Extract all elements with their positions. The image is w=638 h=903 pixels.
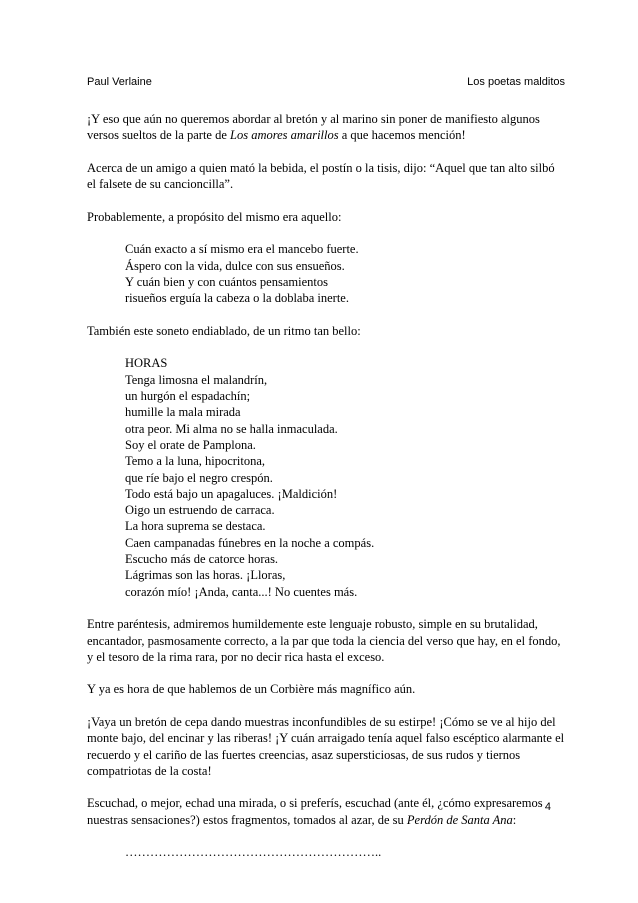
poem-line: corazón mío! ¡Anda, canta...! No cuentes más. bbox=[125, 584, 358, 599]
paragraph-3: Probablemente, a propósito del mismo era aquello: bbox=[87, 209, 342, 224]
poem-line: La hora suprema se destaca. bbox=[125, 519, 266, 534]
poem-line: humille la mala mirada bbox=[125, 405, 241, 420]
poem-line: Escucho más de catorce horas. bbox=[125, 552, 279, 567]
paragraph-8-italic-title: Perdón de Santa Ana bbox=[406, 812, 513, 827]
poem-line: Todo está bajo un apagaluces. ¡Maldición! bbox=[125, 486, 338, 501]
paragraph-1-text-a: ¡Y eso que aún no queremos abordar al bretón y al marino sin poner de manifiesto algunos versos sueltos de la parte de bbox=[87, 112, 540, 143]
paragraph-6: Y ya es hora de que hablemos de un Corbière más magnífico aún. bbox=[87, 682, 416, 697]
poem-line: Áspero con la vida, dulce con sus ensueños. bbox=[125, 258, 345, 273]
paragraph-1-text-b: a que hacemos mención! bbox=[338, 128, 466, 143]
page-number: 4 bbox=[544, 801, 551, 813]
ellipsis-line bbox=[125, 844, 565, 860]
poem-line: un hurgón el espadachín; bbox=[125, 389, 251, 404]
ellipsis-text: …………………………………………………….. bbox=[125, 845, 382, 860]
poem-line: Soy el orate de Pamplona. bbox=[125, 437, 256, 452]
header-author: Paul Verlaine bbox=[87, 76, 152, 88]
paragraph-2: Acerca de un amigo a quien mató la bebida, el postín o la tisis, dijo: “Aquel que tan alto silbó el falsete de su cancioncilla”. bbox=[87, 160, 555, 192]
paragraph-7: ¡Vaya un bretón de cepa dando muestras inconfundibles de su estirpe! ¡Cómo se ve al hijo del monte bajo, del encinar y las riberas! ¡Y cuán arraigado tenía aquel falso escéptico alarmante el recuerdo y el cariño de las fuertes creencias, asaz supersticiosas, de sus rudos y tiernos compatriotas de la costa! bbox=[87, 714, 565, 778]
poem-line: Cuán exacto a sí mismo era el mancebo fuerte. bbox=[125, 242, 359, 257]
paragraph-5: Entre paréntesis, admiremos humildemente este lenguaje robusto, simple en su brutalidad, encantador, pasmosamente correcto, a la par que toda la ciencia del verso que hay, en el fondo, y el tesoro de la rima rara, por no decir rica hasta el exceso. bbox=[87, 617, 561, 664]
poem-line: otra peor. Mi alma no se halla inmaculada. bbox=[125, 421, 338, 436]
paragraph-8 bbox=[87, 795, 565, 828]
paragraph-8-text-b: : bbox=[512, 812, 517, 827]
header-book-title: Los poetas malditos bbox=[467, 76, 565, 88]
poem-line: que ríe bajo el negro crespón. bbox=[125, 470, 273, 485]
poem-line: Temo a la luna, hipocritona, bbox=[125, 454, 266, 469]
paragraph-1-italic-title: Los amores amarillos bbox=[230, 128, 339, 143]
paragraph-1 bbox=[87, 111, 565, 144]
page-body bbox=[87, 111, 565, 877]
paragraph-4: También este soneto endiablado, de un ritmo tan bello: bbox=[87, 323, 361, 338]
poem-horas bbox=[125, 355, 565, 599]
poem-line: risueños erguía la cabeza o la doblaba inerte. bbox=[125, 291, 349, 306]
poem-line: HORAS bbox=[125, 356, 168, 371]
poem-line: Oigo un estruendo de carraca. bbox=[125, 503, 275, 518]
poem-quatrain bbox=[125, 241, 565, 306]
poem-line: Y cuán bien y con cuántos pensamientos bbox=[125, 274, 328, 289]
paragraph-8-text-a: Escuchad, o mejor, echad una mirada, o si preferís, escuchad (ante él, ¿cómo expresaremos nuestras sensaciones?) estos fragmentos, tomados al azar, de su bbox=[87, 796, 543, 827]
poem-line: Lágrimas son las horas. ¡Lloras, bbox=[125, 568, 286, 583]
page-header bbox=[87, 76, 565, 92]
poem-line: Tenga limosna el malandrín, bbox=[125, 372, 268, 387]
poem-line: Caen campanadas fúnebres en la noche a compás. bbox=[125, 535, 375, 550]
